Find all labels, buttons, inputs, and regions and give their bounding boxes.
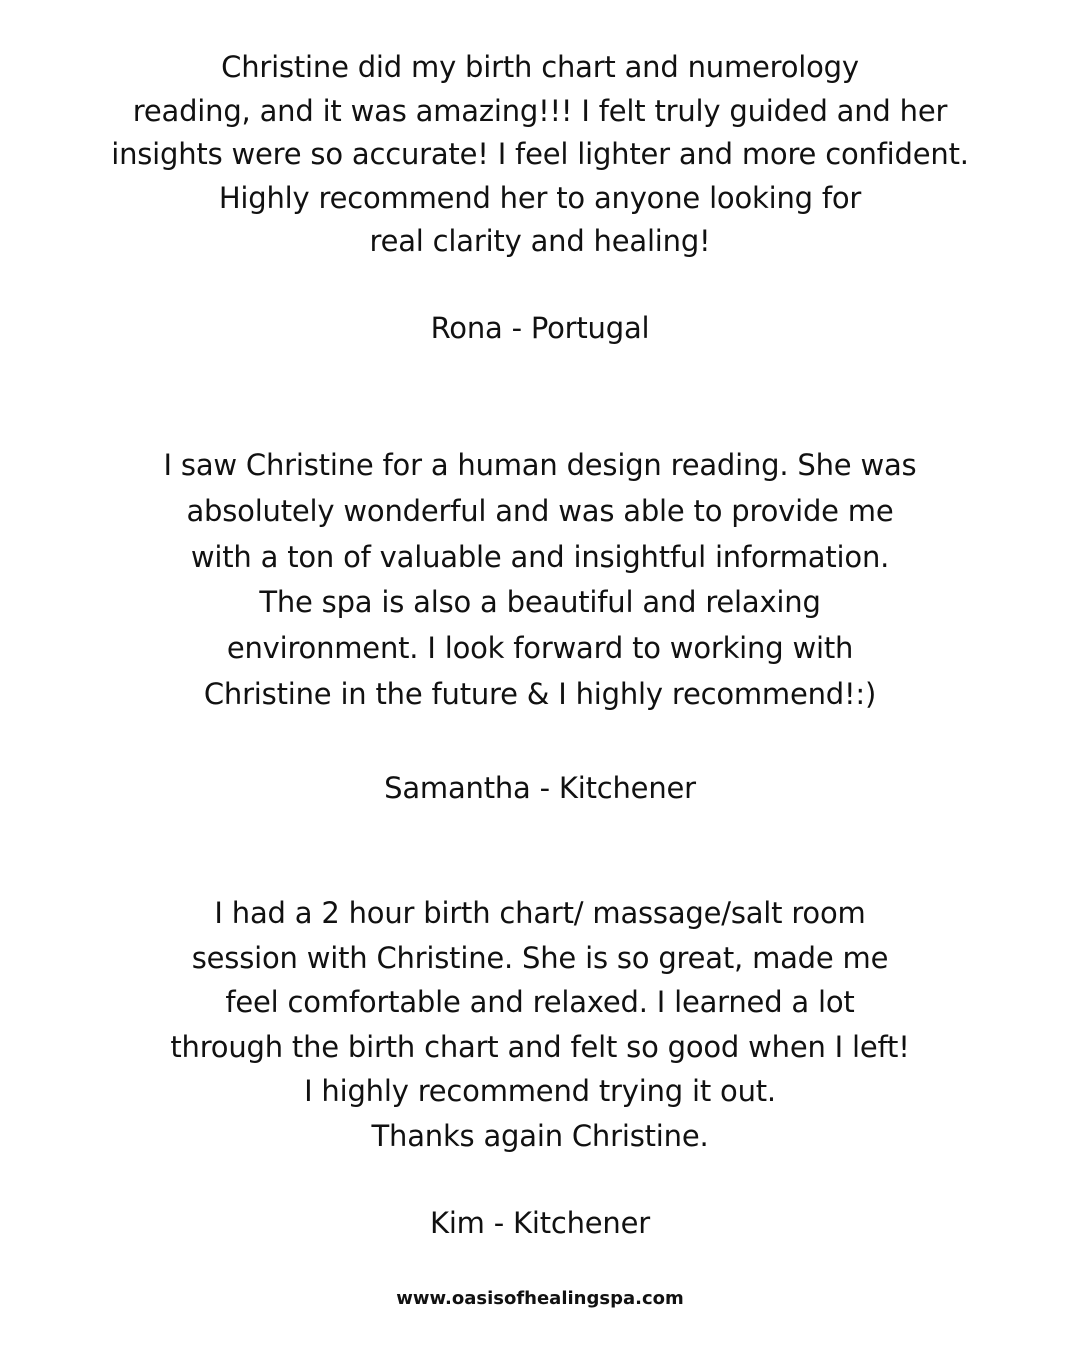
testimonial-line: Thanks again Christine. [371,1118,709,1153]
author-name: Samantha - Kitchener [384,771,696,805]
testimonial-line: session with Christine. She is so great, made me [191,940,889,975]
author-name: Rona - Portugal [430,311,650,345]
testimonial-1-text [0,46,1080,264]
testimonial-2-text [0,443,1080,718]
testimonial-3-text [0,891,1080,1158]
website-link[interactable]: www.oasisofhealingspa.com [396,1288,684,1309]
testimonial-line: real clarity and healing! [369,224,711,258]
testimonial-line: Highly recommend her to anyone looking for [218,180,862,215]
testimonial-line: absolutely wonderful and was able to provide me [186,493,894,528]
testimonial-line: Christine in the future & I highly recommend!:) [203,676,877,711]
testimonial-line: I highly recommend trying it out. [304,1074,776,1108]
testimonial-line: Christine did my birth chart and numerology [221,50,859,84]
testimonial-line: through the birth chart and felt so good when I left! [170,1029,910,1064]
testimonial-1-author [0,308,1080,348]
testimonial-line: feel comfortable and relaxed. I learned a lot [225,985,855,1019]
testimonial-line: The spa is also a beautiful and relaxing [259,585,821,620]
testimonial-line: reading, and it was amazing!!! I felt truly guided and her [132,93,948,128]
testimonial-line: insights were so accurate! I feel lighter and more confident. [111,137,969,171]
testimonial-line: with a ton of valuable and insightful information. [190,539,890,574]
testimonial-line: I had a 2 hour birth chart/ massage/salt room [214,896,866,930]
testimonial-2-author [0,768,1080,808]
testimonial-line: environment. I look forward to working with [226,631,854,666]
author-name: Kim - Kitchener [430,1206,650,1240]
testimonial-line: I saw Christine for a human design reading. She was [163,448,917,482]
testimonial-3-author [0,1203,1080,1243]
